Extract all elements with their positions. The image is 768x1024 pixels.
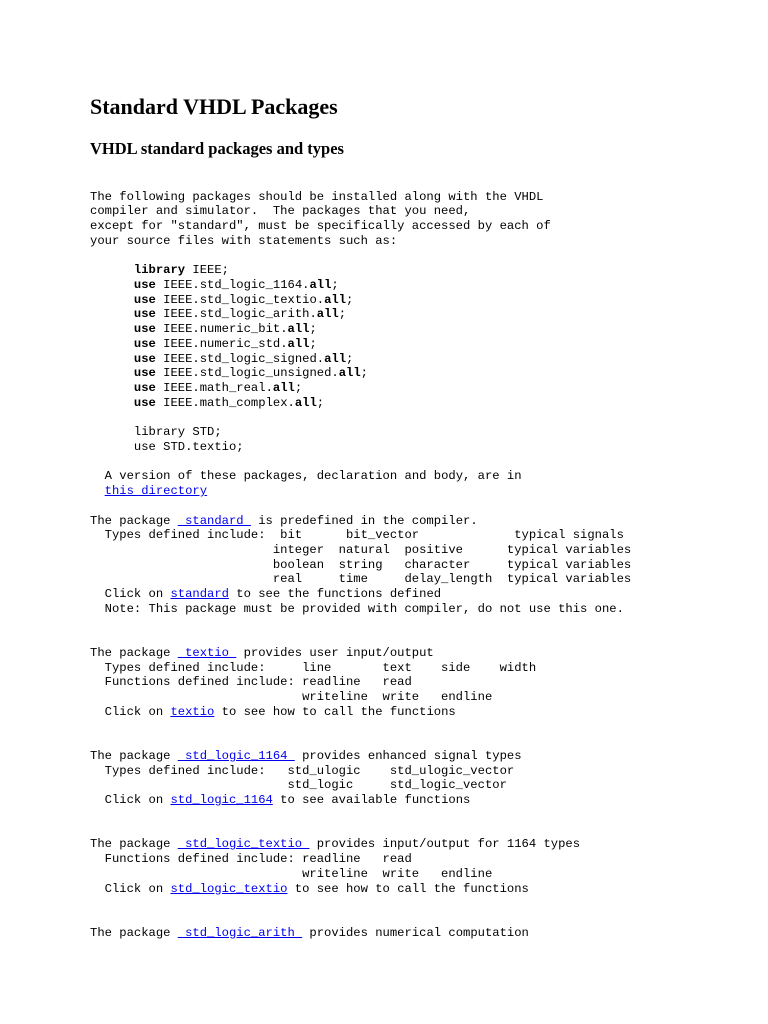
standard-package-link[interactable]: standard: [177, 513, 251, 528]
types-row: bit bit_vector typical signals: [280, 528, 624, 543]
use-keyword: use: [133, 307, 156, 322]
use-target: IEEE.std_logic_arith.: [163, 307, 317, 322]
types-line: Types defined include: std_ulogic std_ulogic_vector: [90, 763, 515, 778]
intro-line: compiler and simulator. The packages that you need,: [90, 204, 471, 219]
section-heading: VHDL standard packages and types: [90, 139, 344, 158]
functions-line: Functions defined include: readline read: [90, 852, 412, 867]
use-target: IEEE.numeric_bit.: [163, 322, 288, 337]
all-keyword: all: [309, 278, 332, 293]
textio-package-link[interactable]: textio: [177, 646, 237, 660]
all-keyword: all: [272, 381, 295, 396]
all-keyword: all: [316, 307, 339, 322]
types-row: real time delay_length typical variables: [272, 572, 632, 587]
use-keyword: use: [133, 395, 156, 410]
use-keyword: use: [133, 278, 156, 293]
library-name: IEEE;: [192, 263, 229, 278]
functions-line: writeline write endline: [90, 866, 493, 881]
use-keyword: use: [133, 322, 156, 337]
use-target: IEEE.std_logic_unsigned.: [163, 366, 339, 381]
types-row: integer natural positive typical variables: [272, 542, 632, 557]
std-logic-arith-package-link[interactable]: std_logic_arith: [177, 925, 303, 940]
textio-functions-link[interactable]: textio: [170, 704, 215, 719]
use-keyword: use: [133, 366, 156, 381]
std-logic-textio-functions-link[interactable]: std_logic_textio: [170, 881, 288, 896]
standard-functions-link[interactable]: standard: [170, 587, 229, 602]
use-target: IEEE.math_real.: [163, 381, 273, 396]
all-keyword: all: [287, 322, 310, 337]
types-label: Types defined include:: [90, 528, 281, 543]
std-logic-textio-package-link[interactable]: std_logic_textio: [177, 837, 310, 852]
page-title: Standard VHDL Packages: [90, 94, 338, 119]
use-target: IEEE.std_logic_textio.: [163, 292, 325, 307]
all-keyword: all: [287, 336, 310, 351]
std-use-line: use STD.textio;: [133, 439, 244, 454]
all-keyword: all: [338, 366, 361, 381]
use-keyword: use: [133, 351, 156, 366]
version-note: A version of these packages, declaration and body, are in: [104, 469, 522, 484]
intro-line: your source files with statements such as:: [90, 233, 398, 248]
this-directory-link[interactable]: this directory: [104, 484, 208, 499]
use-target: IEEE.std_logic_1164.: [163, 278, 310, 293]
use-target: IEEE.numeric_std.: [163, 336, 288, 351]
document-body: The following packages should be installed along with the VHDL compiler and simulator. The packages that you need, except for "standard", must be specifically accessed by each of your source files with statements such as: library IEEE; use IEEE.std_logic_1164.all; use IEEE.std_logic_textio.all; use IEEE.std_logic_arith.all; use IEEE.numeric_bit.all; use IEEE.numeric_std.all; use IEEE.std_logic_signed.all; use IEEE.std_logic_unsigned.all; use IEEE.math_real.all; use IEEE.math_complex.all; library STD; use STD.textio; A version of these packages, declaration and body, are in this directory The package standard is predefined in the compiler. Types defined include: bit bit_vector typical signals integer natural positive typical variables boolean string character typical variables real time delay_length typical variables Click on standard to see the functions defined Note: This package must be provided with compiler, do not use this one. The package textio provides user input/output Types defined include: line text side width Functions defined include: readline read writeline write endline Click on textio to see how to call the functions The package std_logic_1164 provides enhanced signal types Types defined include: std_ulogic std_ulogic_vector std_logic std_logic_vector Click on std_logic_1164 to see available functions The package std_logic_textio provides input/output for 1164 types Functions defined include: readline read writeline write endline Click on std_logic_textio to see how to call the functions The package std_logic_arith provides numerical computation: [90, 189, 632, 940]
library-keyword: library: [133, 263, 186, 278]
intro-line: except for "standard", must be specifically accessed by each of: [90, 219, 551, 234]
all-keyword: all: [324, 351, 347, 366]
use-keyword: use: [133, 381, 156, 396]
use-keyword: use: [133, 292, 156, 307]
types-row: boolean string character typical variables: [272, 557, 632, 572]
use-keyword: use: [133, 336, 156, 351]
use-target: IEEE.math_complex.: [163, 395, 295, 410]
std-logic-1164-functions-link[interactable]: std_logic_1164: [170, 793, 273, 808]
use-target: IEEE.std_logic_signed.: [163, 351, 325, 366]
functions-line: Functions defined include: readline read: [90, 675, 412, 690]
functions-line: writeline write endline: [90, 690, 493, 705]
types-line: Types defined include: line text side width: [90, 660, 537, 675]
standard-note: Note: This package must be provided with compiler, do not use this one.: [90, 601, 624, 616]
types-line: std_logic std_logic_vector: [90, 778, 507, 793]
all-keyword: all: [324, 292, 347, 307]
std-library-line: library STD;: [133, 425, 222, 440]
intro-line: The following packages should be installed along with the VHDL: [90, 189, 544, 204]
all-keyword: all: [294, 395, 317, 410]
std-logic-1164-package-link[interactable]: std_logic_1164: [177, 749, 295, 764]
